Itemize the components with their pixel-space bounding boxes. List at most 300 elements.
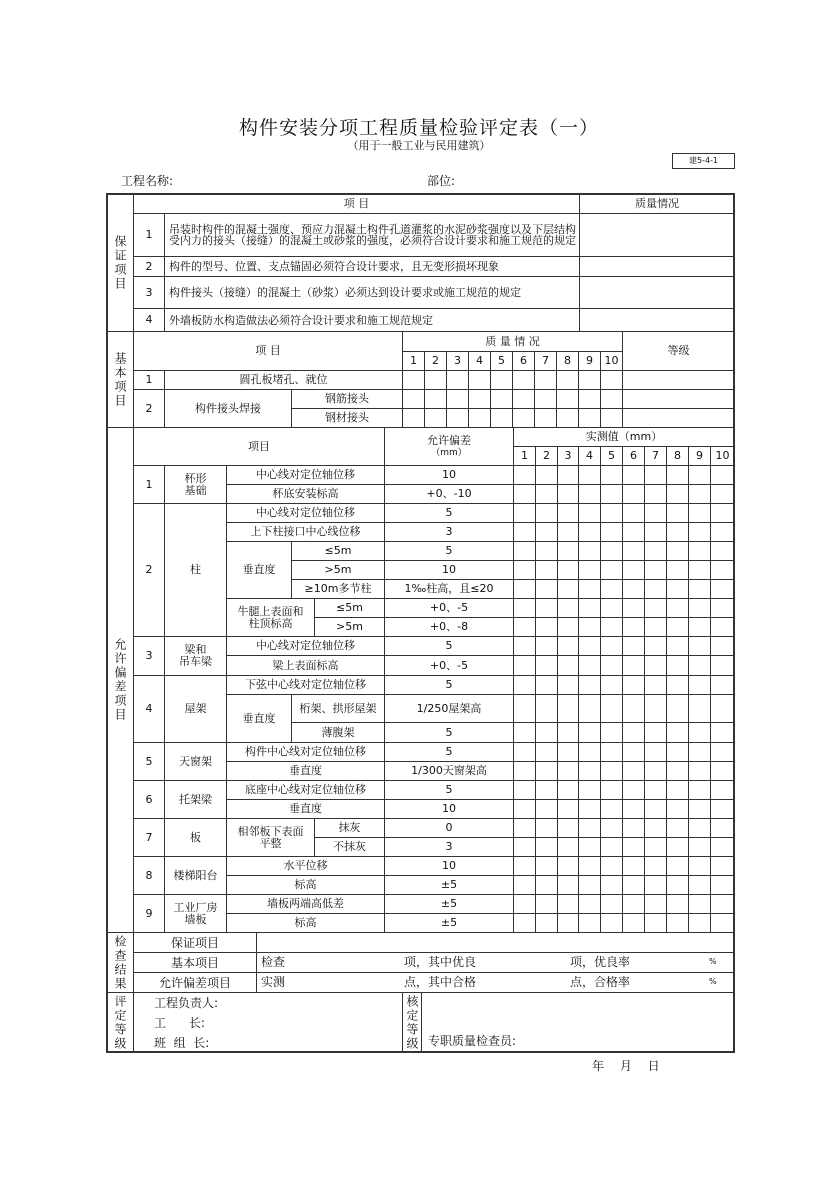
tolerance-measured-input[interactable]	[710, 894, 735, 914]
tolerance-measured-input[interactable]	[622, 837, 645, 857]
tolerance-measured-input[interactable]	[644, 799, 667, 819]
tolerance-measured-input[interactable]	[557, 636, 579, 656]
tolerance-measured-input[interactable]	[600, 617, 623, 637]
basic-quality-input[interactable]	[402, 370, 425, 390]
tolerance-measured-input[interactable]	[644, 675, 667, 695]
tolerance-measured-input[interactable]	[535, 799, 558, 819]
tolerance-measured-input[interactable]	[513, 722, 536, 743]
tolerance-measured-input[interactable]	[644, 875, 667, 895]
tolerance-measured-input[interactable]	[710, 465, 735, 485]
tolerance-measured-input[interactable]	[710, 875, 735, 895]
tolerance-measured-input[interactable]	[666, 675, 689, 695]
tolerance-measured-input[interactable]	[644, 484, 667, 504]
tolerance-measured-input[interactable]	[710, 761, 735, 781]
tolerance-measured-input[interactable]	[666, 694, 689, 723]
tolerance-measured-input[interactable]	[557, 598, 579, 618]
tolerance-measured-input[interactable]	[535, 856, 558, 876]
evaluation-signature-line: 工程负责人:	[154, 996, 219, 1010]
tolerance-measured-input[interactable]	[622, 761, 645, 781]
tolerance-measured-input[interactable]	[666, 722, 689, 743]
tolerance-measured-input[interactable]	[557, 722, 579, 743]
tolerance-measured-input[interactable]	[688, 837, 711, 857]
tolerance-measured-input[interactable]	[557, 541, 579, 561]
tolerance-measured-input[interactable]	[535, 522, 558, 542]
tolerance-measured-input[interactable]	[688, 541, 711, 561]
tolerance-measured-input[interactable]	[710, 636, 735, 656]
basic-quality-input[interactable]	[578, 389, 601, 409]
tolerance-measured-input[interactable]	[688, 913, 711, 933]
basic-quality-col-header: 5	[490, 351, 513, 371]
tolerance-measured-input[interactable]	[535, 722, 558, 743]
basic-quality-input[interactable]	[534, 370, 557, 390]
tolerance-measured-input[interactable]	[710, 484, 735, 504]
tolerance-measured-input[interactable]	[688, 780, 711, 800]
tolerance-measured-input[interactable]	[622, 894, 645, 914]
tolerance-measured-input[interactable]	[535, 503, 558, 523]
tolerance-measured-input[interactable]	[535, 913, 558, 933]
tolerance-measured-input[interactable]	[600, 894, 623, 914]
tolerance-measured-input[interactable]	[710, 598, 735, 618]
tolerance-measured-input[interactable]	[578, 560, 601, 580]
tolerance-measured-input[interactable]	[600, 465, 623, 485]
results-row-content	[256, 972, 735, 993]
tolerance-measured-input[interactable]	[557, 894, 579, 914]
tolerance-measured-input[interactable]	[622, 598, 645, 618]
tolerance-measured-input[interactable]	[578, 465, 601, 485]
basic-quality-input[interactable]	[446, 408, 469, 428]
tolerance-measured-input[interactable]	[578, 894, 601, 914]
basic-quality-input[interactable]	[402, 389, 425, 409]
basic-quality-input[interactable]	[402, 408, 425, 428]
tolerance-measured-input[interactable]	[578, 503, 601, 523]
basic-quality-input[interactable]	[468, 389, 491, 409]
tolerance-measured-input[interactable]	[578, 837, 601, 857]
tolerance-measured-input[interactable]	[600, 503, 623, 523]
tolerance-measured-input[interactable]	[578, 694, 601, 723]
tolerance-measured-input[interactable]	[513, 598, 536, 618]
tolerance-measured-input[interactable]	[622, 875, 645, 895]
basic-item-name: 圆孔板堵孔、就位	[164, 370, 403, 390]
tolerance-measured-input[interactable]	[535, 780, 558, 800]
basic-quality-input[interactable]	[490, 389, 513, 409]
tolerance-measured-input[interactable]	[578, 742, 601, 762]
tolerance-measured-input[interactable]	[666, 484, 689, 504]
basic-col-item: 项 目	[133, 331, 403, 371]
tolerance-measured-input[interactable]	[710, 541, 735, 561]
tolerance-sub-name: 垂直度	[226, 541, 292, 599]
basic-quality-input[interactable]	[600, 370, 623, 390]
tolerance-measured-input[interactable]	[535, 541, 558, 561]
tolerance-measured-input[interactable]	[710, 675, 735, 695]
tolerance-measured-input[interactable]	[600, 837, 623, 857]
tolerance-measured-input[interactable]	[513, 856, 536, 876]
guarantee-item-no: 4	[133, 308, 165, 332]
tolerance-measured-input[interactable]	[688, 856, 711, 876]
tolerance-measured-input[interactable]	[578, 636, 601, 656]
tolerance-measured-input[interactable]	[622, 675, 645, 695]
tolerance-measured-input[interactable]	[644, 694, 667, 723]
tolerance-measured-input[interactable]	[644, 780, 667, 800]
tolerance-measured-input[interactable]	[688, 617, 711, 637]
tolerance-measured-input[interactable]	[710, 742, 735, 762]
tolerance-measured-input[interactable]	[622, 722, 645, 743]
basic-quality-input[interactable]	[534, 408, 557, 428]
tolerance-measured-input[interactable]	[688, 503, 711, 523]
tolerance-measured-input[interactable]	[666, 503, 689, 523]
tolerance-measured-input[interactable]	[644, 722, 667, 743]
tolerance-measured-input[interactable]	[644, 560, 667, 580]
tolerance-measured-input[interactable]	[688, 465, 711, 485]
tolerance-measured-input[interactable]	[578, 856, 601, 876]
tolerance-measured-input[interactable]	[666, 636, 689, 656]
tolerance-measured-input[interactable]	[644, 655, 667, 676]
tolerance-measured-input[interactable]	[578, 541, 601, 561]
tolerance-allowed-value: +0、-8	[384, 617, 514, 637]
tolerance-measured-input[interactable]	[600, 761, 623, 781]
tolerance-measured-input[interactable]	[513, 636, 536, 656]
tolerance-measured-input[interactable]	[557, 818, 579, 838]
tolerance-measured-input[interactable]	[600, 675, 623, 695]
tolerance-measured-input[interactable]	[600, 913, 623, 933]
tolerance-measured-input[interactable]	[513, 818, 536, 838]
tolerance-measured-input[interactable]	[535, 818, 558, 838]
tolerance-measured-input[interactable]	[710, 560, 735, 580]
basic-quality-input[interactable]	[446, 370, 469, 390]
tolerance-measured-input[interactable]	[578, 598, 601, 618]
tolerance-measured-input[interactable]	[688, 894, 711, 914]
tolerance-measured-input[interactable]	[557, 799, 579, 819]
tolerance-measured-input[interactable]	[557, 837, 579, 857]
tolerance-measured-input[interactable]	[710, 722, 735, 743]
tolerance-measured-input[interactable]	[622, 856, 645, 876]
tolerance-measured-input[interactable]	[557, 484, 579, 504]
tolerance-measured-input[interactable]	[644, 503, 667, 523]
tolerance-measured-input[interactable]	[666, 617, 689, 637]
basic-quality-input[interactable]	[578, 408, 601, 428]
results-d-text: %	[709, 977, 717, 986]
tolerance-measured-input[interactable]	[513, 560, 536, 580]
basic-quality-input[interactable]	[490, 408, 513, 428]
tolerance-measured-input[interactable]	[513, 799, 536, 819]
tolerance-measured-input[interactable]	[578, 875, 601, 895]
tolerance-measured-input[interactable]	[535, 617, 558, 637]
tolerance-measured-input[interactable]	[688, 655, 711, 676]
tolerance-measured-input[interactable]	[710, 503, 735, 523]
tolerance-measured-input[interactable]	[644, 636, 667, 656]
tolerance-measured-input[interactable]	[644, 579, 667, 599]
tolerance-measured-input[interactable]	[578, 780, 601, 800]
tolerance-measured-input[interactable]	[666, 894, 689, 914]
tolerance-measured-input[interactable]	[666, 799, 689, 819]
tolerance-measured-input[interactable]	[578, 655, 601, 676]
tolerance-measured-input[interactable]	[557, 780, 579, 800]
basic-quality-input[interactable]	[468, 408, 491, 428]
tolerance-measured-input[interactable]	[513, 780, 536, 800]
tolerance-allowed-value: +0、-5	[384, 598, 514, 618]
basic-quality-input[interactable]	[578, 370, 601, 390]
tolerance-measured-input[interactable]	[666, 761, 689, 781]
tolerance-measured-input[interactable]	[644, 617, 667, 637]
tolerance-measured-input[interactable]	[622, 465, 645, 485]
tolerance-measured-input[interactable]	[600, 780, 623, 800]
tolerance-measured-input[interactable]	[557, 694, 579, 723]
tolerance-measured-input[interactable]	[513, 742, 536, 762]
tolerance-row-label: 标高	[226, 913, 385, 933]
tolerance-measured-input[interactable]	[688, 522, 711, 542]
tolerance-measured-input[interactable]	[600, 875, 623, 895]
tolerance-measured-input[interactable]	[513, 913, 536, 933]
tolerance-measured-input[interactable]	[557, 655, 579, 676]
tolerance-measured-input[interactable]	[688, 761, 711, 781]
tolerance-measured-input[interactable]	[644, 598, 667, 618]
basic-quality-col-header: 9	[578, 351, 601, 371]
tolerance-measured-input[interactable]	[513, 503, 536, 523]
basic-quality-input[interactable]	[512, 389, 535, 409]
tolerance-measured-input[interactable]	[644, 856, 667, 876]
tolerance-measured-input[interactable]	[622, 799, 645, 819]
guarantee-item-quality-input[interactable]	[579, 213, 735, 257]
tolerance-measured-input[interactable]	[535, 465, 558, 485]
tolerance-row-label: ≤5m	[314, 598, 385, 618]
tolerance-measured-input[interactable]	[666, 655, 689, 676]
tolerance-measured-input[interactable]	[578, 675, 601, 695]
tolerance-measured-input[interactable]	[710, 694, 735, 723]
tolerance-measured-input[interactable]	[710, 655, 735, 676]
basic-quality-input[interactable]	[600, 408, 623, 428]
basic-grade-input[interactable]	[622, 370, 735, 390]
tolerance-measured-input[interactable]	[644, 837, 667, 857]
tolerance-measured-input[interactable]	[557, 560, 579, 580]
evaluation-verify-area	[421, 992, 735, 1053]
tolerance-measured-input[interactable]	[557, 579, 579, 599]
tolerance-measured-input[interactable]	[644, 465, 667, 485]
tolerance-measured-input[interactable]	[535, 694, 558, 723]
tolerance-measured-input[interactable]	[666, 742, 689, 762]
tolerance-measured-input[interactable]	[688, 636, 711, 656]
tolerance-measured-input[interactable]	[622, 522, 645, 542]
tolerance-measured-input[interactable]	[710, 856, 735, 876]
tolerance-measured-input[interactable]	[644, 894, 667, 914]
tolerance-measured-input[interactable]	[535, 675, 558, 695]
basic-quality-input[interactable]	[424, 370, 447, 390]
tolerance-measured-input[interactable]	[666, 856, 689, 876]
tolerance-measured-input[interactable]	[688, 694, 711, 723]
tolerance-measured-input[interactable]	[688, 722, 711, 743]
tolerance-measured-input[interactable]	[666, 837, 689, 857]
tolerance-measured-input[interactable]	[535, 655, 558, 676]
tolerance-measured-input[interactable]	[644, 913, 667, 933]
tolerance-measured-input[interactable]	[535, 875, 558, 895]
tolerance-measured-input[interactable]	[513, 675, 536, 695]
tolerance-measured-input[interactable]	[513, 875, 536, 895]
tolerance-measured-input[interactable]	[557, 522, 579, 542]
tolerance-measured-input[interactable]	[622, 636, 645, 656]
tolerance-allowed-value: ±5	[384, 875, 514, 895]
basic-quality-input[interactable]	[490, 370, 513, 390]
tolerance-measured-input[interactable]	[535, 742, 558, 762]
tolerance-measured-input[interactable]	[600, 818, 623, 838]
tolerance-measured-input[interactable]	[666, 522, 689, 542]
tolerance-measured-input[interactable]	[578, 761, 601, 781]
tolerance-measured-input[interactable]	[622, 780, 645, 800]
basic-quality-input[interactable]	[600, 389, 623, 409]
tolerance-measured-input[interactable]	[600, 484, 623, 504]
tolerance-measured-input[interactable]	[666, 560, 689, 580]
tolerance-measured-input[interactable]	[666, 579, 689, 599]
tolerance-measured-input[interactable]	[688, 598, 711, 618]
tolerance-measured-input[interactable]	[557, 875, 579, 895]
tolerance-measured-input[interactable]	[600, 560, 623, 580]
basic-grade-input[interactable]	[622, 389, 735, 409]
tolerance-measured-input[interactable]	[578, 818, 601, 838]
tolerance-measured-input[interactable]	[600, 636, 623, 656]
tolerance-measured-input[interactable]	[513, 484, 536, 504]
results-row-label: 允许偏差项目	[133, 972, 257, 993]
page-title: 构件安装分项工程质量检验评定表（一）	[238, 117, 599, 139]
tolerance-measured-input[interactable]	[557, 761, 579, 781]
tolerance-measured-input[interactable]	[557, 856, 579, 876]
basic-quality-input[interactable]	[424, 389, 447, 409]
basic-quality-input[interactable]	[512, 408, 535, 428]
tolerance-measured-input[interactable]	[644, 761, 667, 781]
tolerance-measured-input[interactable]	[535, 837, 558, 857]
tolerance-measured-input[interactable]	[578, 799, 601, 819]
tolerance-measured-input[interactable]	[710, 913, 735, 933]
tolerance-measured-input[interactable]	[535, 636, 558, 656]
tolerance-measured-input[interactable]	[535, 560, 558, 580]
tolerance-measured-input[interactable]	[688, 875, 711, 895]
tolerance-measured-input[interactable]	[688, 818, 711, 838]
basic-quality-input[interactable]	[424, 408, 447, 428]
tolerance-measured-input[interactable]	[600, 799, 623, 819]
tolerance-measured-input[interactable]	[535, 484, 558, 504]
tolerance-measured-input[interactable]	[513, 894, 536, 914]
tolerance-measured-input[interactable]	[710, 780, 735, 800]
tolerance-measured-input[interactable]	[557, 503, 579, 523]
tolerance-measured-input[interactable]	[622, 742, 645, 762]
tolerance-measured-input[interactable]	[513, 522, 536, 542]
tolerance-measured-input[interactable]	[666, 913, 689, 933]
tolerance-measured-input[interactable]	[688, 484, 711, 504]
tolerance-measured-input[interactable]	[578, 484, 601, 504]
tolerance-measured-input[interactable]	[622, 913, 645, 933]
tolerance-measured-input[interactable]	[622, 541, 645, 561]
basic-grade-input[interactable]	[622, 408, 735, 428]
guarantee-item-quality-input[interactable]	[579, 276, 735, 309]
tolerance-measured-input[interactable]	[666, 875, 689, 895]
tolerance-measured-input[interactable]	[535, 761, 558, 781]
tolerance-measured-input[interactable]	[535, 579, 558, 599]
tolerance-row-label: 上下柱接口中心线位移	[226, 522, 385, 542]
tolerance-measured-input[interactable]	[666, 780, 689, 800]
basic-quality-input[interactable]	[446, 389, 469, 409]
basic-quality-input[interactable]	[512, 370, 535, 390]
tolerance-measured-input[interactable]	[513, 579, 536, 599]
tolerance-measured-input[interactable]	[622, 579, 645, 599]
tolerance-measured-input[interactable]	[644, 818, 667, 838]
tolerance-measured-input[interactable]	[688, 560, 711, 580]
tolerance-measured-input[interactable]	[622, 617, 645, 637]
tolerance-measured-input[interactable]	[578, 913, 601, 933]
tolerance-measured-input[interactable]	[600, 579, 623, 599]
tolerance-measured-input[interactable]	[600, 655, 623, 676]
guarantee-item-quality-input[interactable]	[579, 256, 735, 277]
tolerance-group-name: 工业厂房 墙板	[164, 894, 227, 933]
tolerance-measured-input[interactable]	[666, 818, 689, 838]
tolerance-measured-input[interactable]	[535, 598, 558, 618]
tolerance-measured-input[interactable]	[513, 541, 536, 561]
tolerance-measured-input[interactable]	[622, 818, 645, 838]
tolerance-measured-input[interactable]	[535, 894, 558, 914]
tolerance-measured-input[interactable]	[622, 560, 645, 580]
tolerance-measured-input[interactable]	[622, 484, 645, 504]
tolerance-measured-input[interactable]	[557, 675, 579, 695]
basic-quality-col-header: 1	[402, 351, 425, 371]
tolerance-measured-input[interactable]	[557, 465, 579, 485]
tolerance-measured-input[interactable]	[688, 742, 711, 762]
tolerance-measured-input[interactable]	[600, 694, 623, 723]
tolerance-measured-input[interactable]	[710, 579, 735, 599]
tolerance-measured-input[interactable]	[710, 799, 735, 819]
tolerance-measured-input[interactable]	[557, 617, 579, 637]
tolerance-measured-input[interactable]	[513, 617, 536, 637]
tolerance-measured-input[interactable]	[513, 837, 536, 857]
tolerance-measured-input[interactable]	[666, 598, 689, 618]
tolerance-measured-input[interactable]	[710, 617, 735, 637]
tolerance-measured-input[interactable]	[578, 579, 601, 599]
tolerance-measured-input[interactable]	[622, 694, 645, 723]
tolerance-measured-input[interactable]	[688, 675, 711, 695]
basic-quality-input[interactable]	[556, 408, 579, 428]
tolerance-measured-input[interactable]	[710, 837, 735, 857]
tolerance-measured-input[interactable]	[600, 541, 623, 561]
basic-quality-input[interactable]	[468, 370, 491, 390]
basic-quality-input[interactable]	[534, 389, 557, 409]
tolerance-measured-input[interactable]	[578, 722, 601, 743]
results-row-content	[256, 932, 735, 953]
guarantee-item-quality-input[interactable]	[579, 308, 735, 332]
basic-quality-input[interactable]	[556, 389, 579, 409]
tolerance-measured-input[interactable]	[600, 742, 623, 762]
tolerance-measured-input[interactable]	[710, 522, 735, 542]
basic-quality-input[interactable]	[556, 370, 579, 390]
tolerance-measured-input[interactable]	[513, 465, 536, 485]
tolerance-measured-input[interactable]	[600, 522, 623, 542]
tolerance-measured-input[interactable]	[622, 655, 645, 676]
tolerance-measured-input[interactable]	[644, 522, 667, 542]
tolerance-measured-input[interactable]	[578, 617, 601, 637]
tolerance-measured-input[interactable]	[600, 722, 623, 743]
tolerance-measured-input[interactable]	[666, 465, 689, 485]
tolerance-measured-input[interactable]	[513, 761, 536, 781]
inspector-label: 专职质量检查员:	[428, 1034, 517, 1048]
tolerance-measured-input[interactable]	[644, 541, 667, 561]
tolerance-measured-input[interactable]	[666, 541, 689, 561]
tolerance-measured-input[interactable]	[578, 522, 601, 542]
tolerance-measured-input[interactable]	[513, 655, 536, 676]
tolerance-measured-input[interactable]	[622, 503, 645, 523]
tolerance-measured-input[interactable]	[644, 742, 667, 762]
tolerance-measured-input[interactable]	[600, 856, 623, 876]
tolerance-measured-input[interactable]	[688, 799, 711, 819]
tolerance-measured-input[interactable]	[600, 598, 623, 618]
tolerance-measured-input[interactable]	[513, 694, 536, 723]
tolerance-row-label: ≥10m多节柱	[291, 579, 385, 599]
tolerance-measured-input[interactable]	[710, 818, 735, 838]
tolerance-measured-input[interactable]	[688, 579, 711, 599]
tolerance-measured-input[interactable]	[557, 913, 579, 933]
tolerance-measured-input[interactable]	[557, 742, 579, 762]
